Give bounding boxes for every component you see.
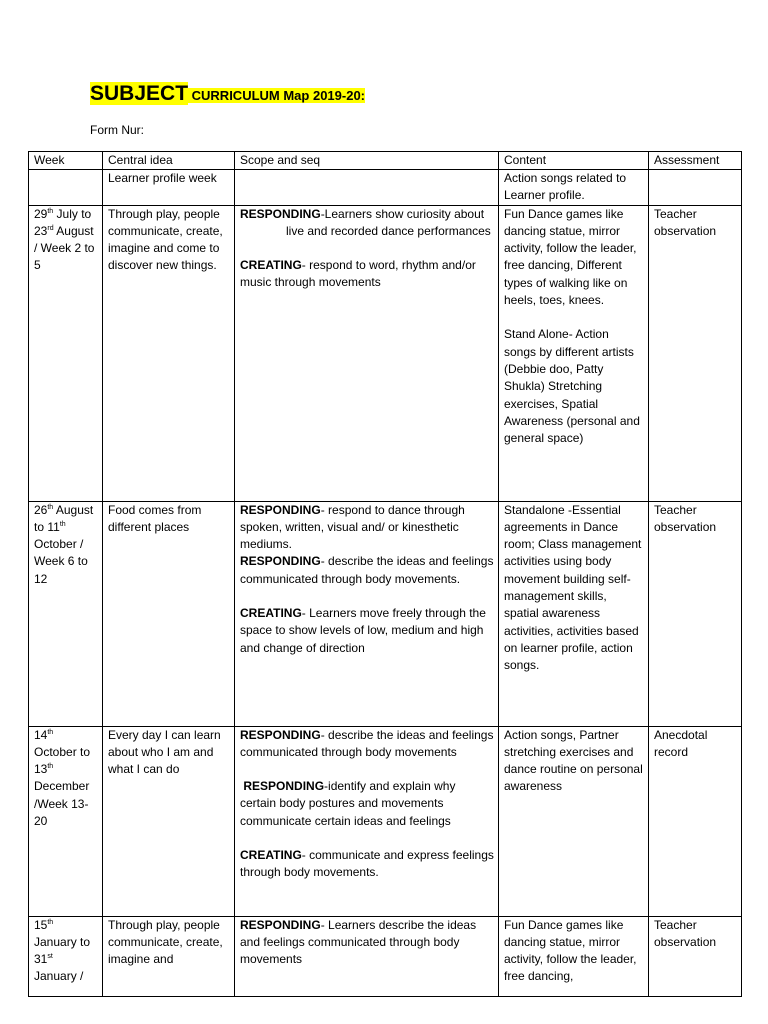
week-cell: 15th January to 31st January / xyxy=(29,916,103,996)
scope-cell: RESPONDING- respond to dance through spoken, written, visual and/ or kinesthetic mediums. RESPONDING- describe the ideas and feelings communicated through body movements. CREATING- Learners move freely through the space to show levels of low, medium and high and change of direction xyxy=(235,501,499,726)
content-cell: Action songs related to Learner profile. xyxy=(499,170,649,206)
assessment-cell: Teacher observation xyxy=(649,916,742,996)
table-header-row xyxy=(29,152,742,170)
scope-cell: RESPONDING-Learners show curiosity about live and recorded dance performances CREATING- respond to word, rhythm and/or music through movements xyxy=(235,205,499,501)
central-idea-cell: Through play, people communicate, create, imagine and xyxy=(103,916,235,996)
assessment-cell: Anecdotal record xyxy=(649,726,742,916)
header-central-idea: Central idea xyxy=(103,152,235,170)
week-cell xyxy=(29,170,103,206)
central-idea-cell: Through play, people communicate, create, imagine and come to discover new things. xyxy=(103,205,235,501)
document-title xyxy=(90,82,365,106)
central-idea-cell: Food comes from different places xyxy=(103,501,235,726)
form-label: Form Nur: xyxy=(90,123,144,137)
content-cell: Fun Dance games like dancing statue, mirror activity, follow the leader, free dancing, Different types of walking like on heels, toes, knees. Stand Alone- Action songs by different artists (Debbie doo, Patty Shukla) Stretching exercises, Spatial Awareness (personal and general space) xyxy=(499,205,649,501)
assessment-cell: Teacher observation xyxy=(649,205,742,501)
header-week: Week xyxy=(29,152,103,170)
scope-cell: RESPONDING- Learners describe the ideas and feelings communicated through body movements xyxy=(235,916,499,996)
header-assessment: Assessment xyxy=(649,152,742,170)
table-row xyxy=(29,916,742,996)
table-row xyxy=(29,501,742,726)
table-row xyxy=(29,726,742,916)
header-content: Content xyxy=(499,152,649,170)
curriculum-table xyxy=(28,151,742,997)
title-subject: SUBJECT xyxy=(90,82,189,105)
content-cell: Fun Dance games like dancing statue, mirror activity, follow the leader, free dancing, xyxy=(499,916,649,996)
assessment-cell xyxy=(649,170,742,206)
scope-cell xyxy=(235,170,499,206)
week-cell: 26th August to 11th October / Week 6 to 12 xyxy=(29,501,103,726)
table-row xyxy=(29,205,742,501)
scope-cell: RESPONDING- describe the ideas and feelings communicated through body movements RESPONDING-identify and explain why certain body postures and movements communicate certain ideas and feelings CREATING- communicate and express feelings through body movements. xyxy=(235,726,499,916)
title-rest: CURRICULUM Map 2019-20: xyxy=(188,88,366,103)
header-scope: Scope and seq xyxy=(235,152,499,170)
central-idea-cell: Learner profile week xyxy=(103,170,235,206)
table-row xyxy=(29,170,742,206)
week-cell: 14th October to 13th December /Week 13-20 xyxy=(29,726,103,916)
content-cell: Standalone -Essential agreements in Dance room; Class management activities using body movement building self-management skills, spatial awareness activities, activities based on learner profile, action songs. xyxy=(499,501,649,726)
week-cell: 29th July to 23rd August / Week 2 to 5 xyxy=(29,205,103,501)
assessment-cell: Teacher observation xyxy=(649,501,742,726)
central-idea-cell: Every day I can learn about who I am and what I can do xyxy=(103,726,235,916)
content-cell: Action songs, Partner stretching exercises and dance routine on personal awareness xyxy=(499,726,649,916)
